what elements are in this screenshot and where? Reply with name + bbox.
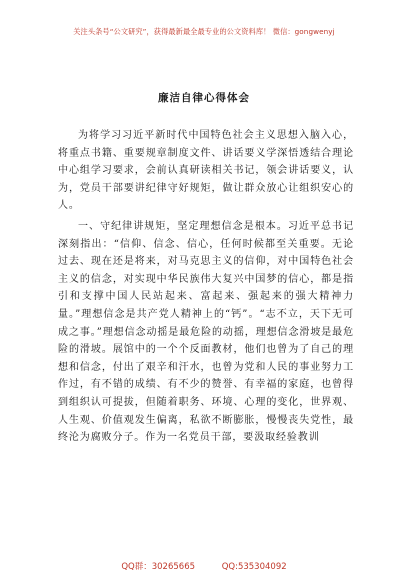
footer-qq: QQ:535304092: [221, 562, 287, 572]
document-title: 廉洁自律心得体会: [158, 92, 250, 104]
top-banner: 关注头条号“公文研究”，获得最新最全最专业的公文资料库！ 微信：gongwenyj: [73, 27, 335, 36]
footer: [0, 560, 408, 572]
document-body: [58, 127, 354, 447]
paragraph-intro: 为将学习习近平新时代中国特色社会主义思想入脑入心，将重点书籍、重要规章制度文件、讲话要义学深悟透结合理论中心组学习要求，会前认真研读相关书记，领会讲话要义，认为，党员干部要讲纪律守好规矩，做让群众放心让组织安心的人。: [58, 130, 354, 212]
paragraph-section-one: 一、守纪律讲规矩，坚定理想信念是根本。习近平总书记深刻指出：“信仰、信念、信心，任何时候都至关重要。无论过去、现在还是将来，对马克思主义的信仰，对中国特色社会主义的信念，对实现中华民族伟大复兴中国梦的信心，都是指引和支撑中国人民站起来、富起来、强起来的强大精神力量。”理想信念是共产党人精神上的“钙”。“志不立，天下无可成之事。”理想信念动摇是最危险的动摇，理想信念滑坡是最危险的滑坡。展馆中的一个个反面教材，他们也曾为了自己的理想和信念，付出了艰辛和汗水，也曾为党和人民的事业努力工作过，有不错的成绩、有不少的赞誉、有幸福的家庭，也曾得到组织认可提拔，但随着职务、环境、心理的变化，世界观、人生观、价值观发生偏离，私欲不断膨胀，慢慢丧失党性，最终沦为腐败分子。作为一名党员干部，要汲取经验教训: [58, 220, 354, 444]
footer-qq-group: QQ群：30265665: [121, 562, 196, 572]
